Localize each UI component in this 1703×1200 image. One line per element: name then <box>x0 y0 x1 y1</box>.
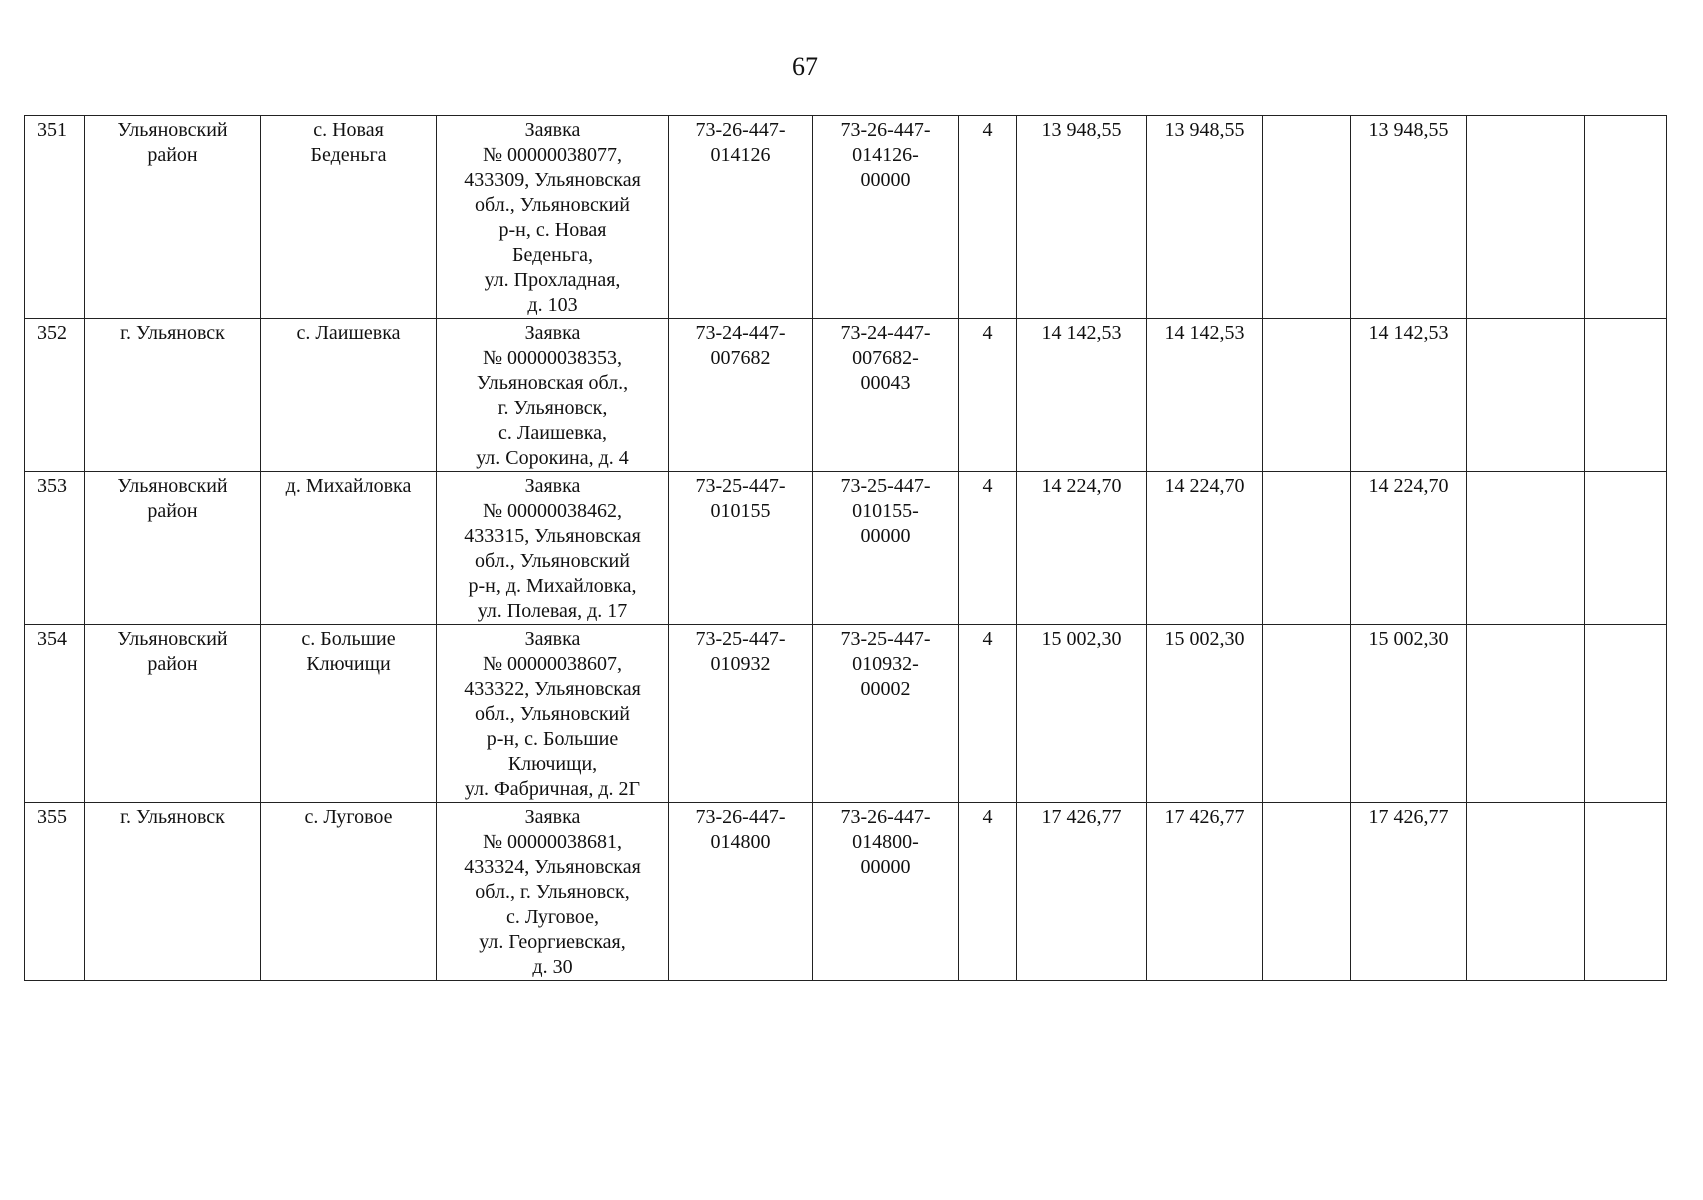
code-full-cell: 73-25-447- 010932- 00002 <box>813 625 959 803</box>
registry-table <box>24 115 1667 981</box>
code-full-cell: 73-26-447- 014800- 00000 <box>813 803 959 981</box>
district-cell: г. Ульяновск <box>85 319 261 472</box>
amount-cell: 14 142,53 <box>1147 319 1263 472</box>
empty-cell <box>1467 803 1585 981</box>
table-row <box>25 625 1667 803</box>
locality-cell: д. Михайловка <box>261 472 437 625</box>
amount-cell: 17 426,77 <box>1351 803 1467 981</box>
code-cell: 73-25-447- 010932 <box>669 625 813 803</box>
quantity-cell: 4 <box>959 319 1017 472</box>
locality-cell: с. Луговое <box>261 803 437 981</box>
row-number: 351 <box>25 116 85 319</box>
request-cell: Заявка № 00000038607, 433322, Ульяновская обл., Ульяновский р-н, с. Большие Ключищи, ул. Фабричная, д. 2Г <box>437 625 669 803</box>
amount-cell: 14 142,53 <box>1017 319 1147 472</box>
empty-cell <box>1467 319 1585 472</box>
amount-cell <box>1263 803 1351 981</box>
amount-cell <box>1263 116 1351 319</box>
code-cell: 73-26-447- 014126 <box>669 116 813 319</box>
quantity-cell: 4 <box>959 803 1017 981</box>
amount-cell: 14 224,70 <box>1351 472 1467 625</box>
row-number: 352 <box>25 319 85 472</box>
district-cell: г. Ульяновск <box>85 803 261 981</box>
district-cell: Ульяновский район <box>85 116 261 319</box>
locality-cell: с. Новая Беденьга <box>261 116 437 319</box>
request-cell: Заявка № 00000038077, 433309, Ульяновская обл., Ульяновский р-н, с. Новая Беденьга, ул. Прохладная, д. 103 <box>437 116 669 319</box>
amount-cell <box>1263 319 1351 472</box>
request-cell: Заявка № 00000038462, 433315, Ульяновская обл., Ульяновский р-н, д. Михайловка, ул. Полевая, д. 17 <box>437 472 669 625</box>
amount-cell: 14 224,70 <box>1147 472 1263 625</box>
empty-cell <box>1467 472 1585 625</box>
table-row <box>25 116 1667 319</box>
amount-cell: 13 948,55 <box>1351 116 1467 319</box>
row-number: 354 <box>25 625 85 803</box>
empty-cell <box>1467 116 1585 319</box>
row-number: 353 <box>25 472 85 625</box>
amount-cell: 15 002,30 <box>1351 625 1467 803</box>
district-cell: Ульяновский район <box>85 472 261 625</box>
amount-cell: 15 002,30 <box>1147 625 1263 803</box>
locality-cell: с. Лаишевка <box>261 319 437 472</box>
code-cell: 73-24-447- 007682 <box>669 319 813 472</box>
page-number: 67 <box>792 52 818 81</box>
empty-cell <box>1585 319 1667 472</box>
amount-cell: 15 002,30 <box>1017 625 1147 803</box>
request-cell: Заявка № 00000038681, 433324, Ульяновская обл., г. Ульяновск, с. Луговое, ул. Георгиевская, д. 30 <box>437 803 669 981</box>
amount-cell: 17 426,77 <box>1147 803 1263 981</box>
quantity-cell: 4 <box>959 472 1017 625</box>
empty-cell <box>1585 472 1667 625</box>
empty-cell <box>1585 116 1667 319</box>
amount-cell: 13 948,55 <box>1147 116 1263 319</box>
quantity-cell: 4 <box>959 625 1017 803</box>
amount-cell: 13 948,55 <box>1017 116 1147 319</box>
code-cell: 73-25-447- 010155 <box>669 472 813 625</box>
code-full-cell: 73-26-447- 014126- 00000 <box>813 116 959 319</box>
empty-cell <box>1585 625 1667 803</box>
amount-cell: 14 142,53 <box>1351 319 1467 472</box>
table-row <box>25 472 1667 625</box>
table-row <box>25 319 1667 472</box>
amount-cell <box>1263 625 1351 803</box>
empty-cell <box>1585 803 1667 981</box>
request-cell: Заявка № 00000038353, Ульяновская обл., г. Ульяновск, с. Лаишевка, ул. Сорокина, д. 4 <box>437 319 669 472</box>
amount-cell <box>1263 472 1351 625</box>
code-cell: 73-26-447- 014800 <box>669 803 813 981</box>
amount-cell: 17 426,77 <box>1017 803 1147 981</box>
district-cell: Ульяновский район <box>85 625 261 803</box>
amount-cell: 14 224,70 <box>1017 472 1147 625</box>
code-full-cell: 73-25-447- 010155- 00000 <box>813 472 959 625</box>
code-full-cell: 73-24-447- 007682- 00043 <box>813 319 959 472</box>
quantity-cell: 4 <box>959 116 1017 319</box>
row-number: 355 <box>25 803 85 981</box>
table-row <box>25 803 1667 981</box>
locality-cell: с. Большие Ключищи <box>261 625 437 803</box>
empty-cell <box>1467 625 1585 803</box>
